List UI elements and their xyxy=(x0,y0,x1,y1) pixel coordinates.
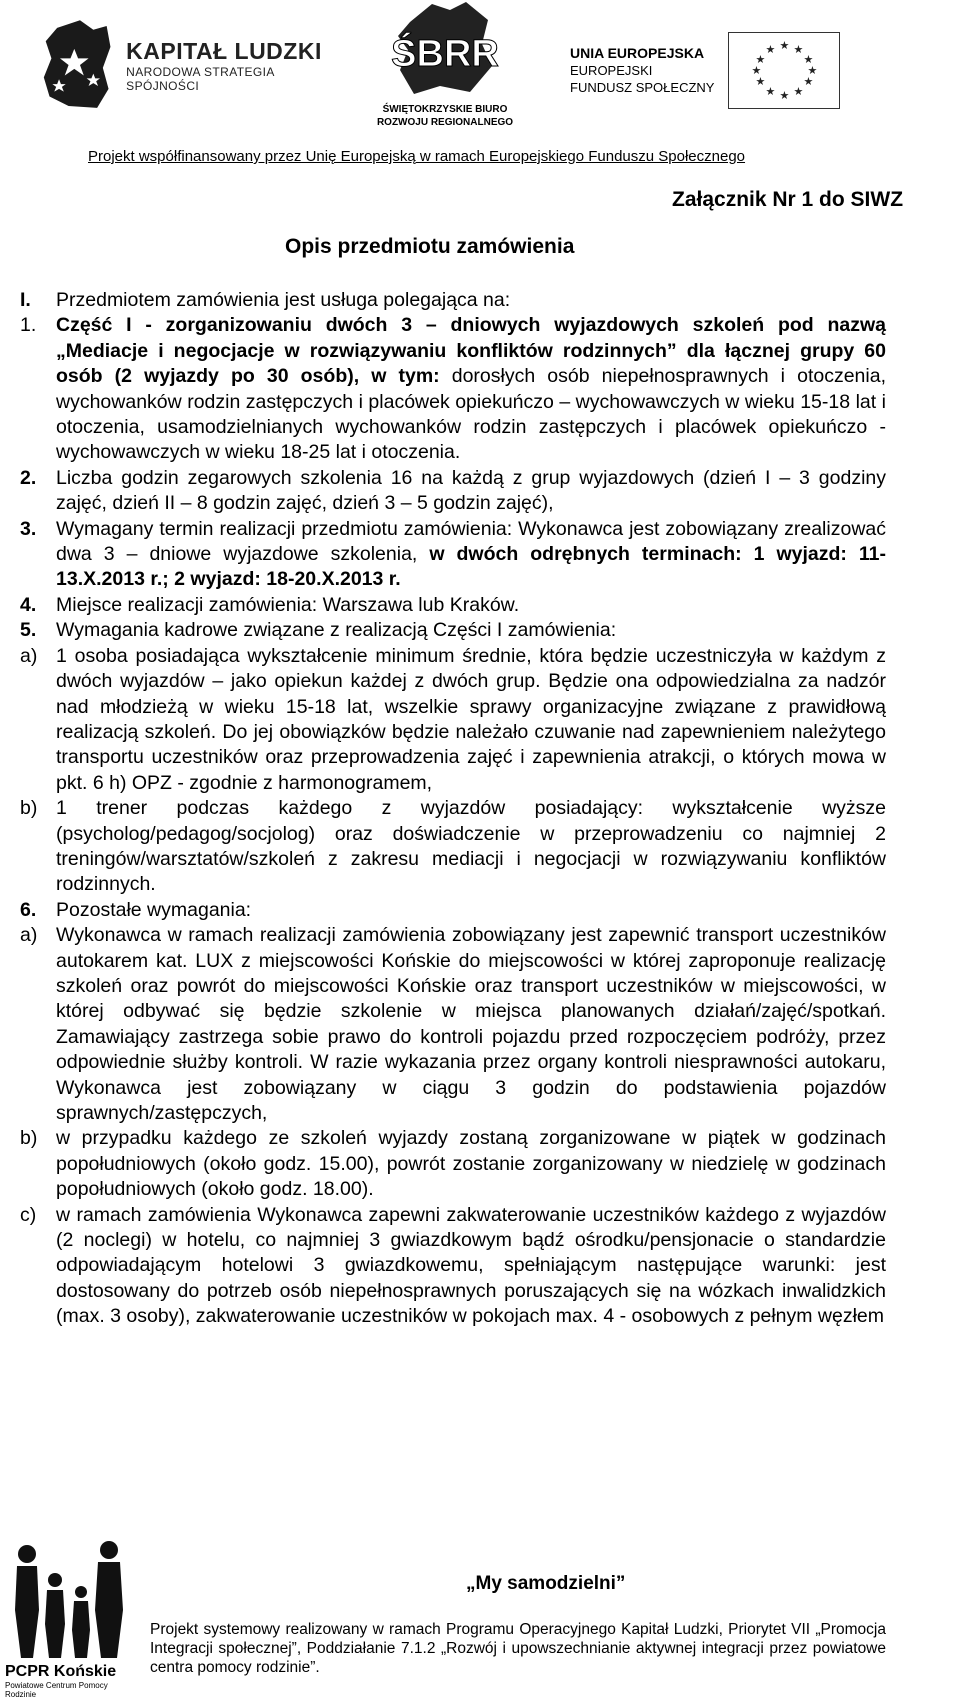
item-letter: b) xyxy=(20,1127,38,1150)
pcpr-label: PCPR Końskie xyxy=(5,1663,117,1680)
item2-text: Liczba godzin zegarowych szkolenia 16 na każdą z grup wyjazdowych (dzień I – 3 godziny zajęć, dzień II – 8 godzin zajęć, dzień 3 – 5 godzin zajęć), xyxy=(56,466,886,515)
section-text: Przedmiotem zamówienia jest usługa polegająca na: xyxy=(56,289,511,311)
item-number: 6. xyxy=(20,898,37,921)
attachment-label: Załącznik Nr 1 do SIWZ xyxy=(672,188,904,211)
item-letter: c) xyxy=(20,1203,37,1226)
item-number: 5. xyxy=(20,619,37,642)
item6-text: Pozostałe wymagania: xyxy=(56,898,252,921)
list-item-1 xyxy=(20,313,886,465)
ue-line1: UNIA EUROPEJSKA xyxy=(570,45,705,61)
list-item-6a xyxy=(20,923,886,1126)
list-item-5a xyxy=(20,644,886,796)
ue-line3: FUNDUSZ SPOŁECZNY xyxy=(570,80,715,95)
section-number: I. xyxy=(20,289,31,311)
list-item-6 xyxy=(20,898,886,923)
footer-project-text: Projekt systemowy realizowany w ramach Programu Operacyjnego Kapitał Ludzki, Priorytet VII „Promocja Integracji społecznej”, Poddziałanie 7.1.2 „Rozwój i upowszechnianie aktywnej integracji przez powiatowe centra pomocy rodzinie”. xyxy=(150,1621,886,1676)
kapital-ludzki-logo xyxy=(40,18,340,113)
sbrr-mark: ŚBRR xyxy=(391,33,499,75)
list-item-3 xyxy=(20,517,886,593)
item6b-text: w przypadku każdego ze szkoleń wyjazdy zostaną zorganizowane w piątek w godzinach popołudniowych (około godz. 15.00), powrót zostanie zorganizowany w niedzielę w godzinach popołudniowych (około godz. 18.00). xyxy=(56,1127,886,1201)
sbrr-logo xyxy=(370,0,520,128)
page-title: Opis przedmiotu zamówienia xyxy=(285,235,575,258)
family-silhouette-icon xyxy=(5,1540,135,1658)
item-number: 2. xyxy=(20,466,37,489)
list-item-5 xyxy=(20,618,886,643)
project-cofinancing-line: Projekt współfinansowany przez Unię Europejską w ramach Europejskiego Funduszu Społecznego xyxy=(88,148,746,165)
item-letter: a) xyxy=(20,644,38,667)
item-number: 1. xyxy=(20,314,37,337)
item5a-text: 1 osoba posiadająca wykształcenie minimum średnie, która będzie uczestniczyła w każdym z dwóch wyjazdów – jako opiekun każdej z dwóch grup. Będzie ona odpowiedzialna za nadzór nad młodzieżą w wieku 15-18 lat, wszelkie sprawy organizacyjne związane z prawidłową realizacją szkoleń. Do jej obowiązków będzie należało czuwanie nad zapewnieniem należytego transportu uczestników oraz przeprowadzenia zajęć i zapewnienia atrakcji, o których mowa w pkt. 6 h) OPZ - zgodnie z harmonogramem, xyxy=(56,644,886,794)
sbrr-line1: ŚWIĘTOKRZYSKIE BIURO xyxy=(382,104,508,115)
sbrr-map-icon xyxy=(370,0,520,98)
document-body xyxy=(20,288,886,1330)
ue-line2: EUROPEJSKI xyxy=(570,63,653,78)
list-item-6b xyxy=(20,1126,886,1202)
item6a-text: Wykonawca w ramach realizacji zamówienia zobowiązany jest zapewnić transport uczestników autokarem kat. LUX z miejscowości Końskie do miejscowości w której zaproponuje realizację szkoleń oraz powrót do miejscowości Końskie oraz transport uczestników w miejscowości, w której odbywać się będzie szkolenie w miejsca planowanych działań/zajęć/spotkań. Zamawiający zastrzega sobie prawo do kontroli pojazdu przed rozpoczęciem podróży, przez odpowiednie służby kontroli. W razie wykazania przez organy kontroli niesprawności autokaru, Wykonawca jest zobowiązany w ciągu 3 godzin do podstawienia pojazdów sprawnych/zastępczych, xyxy=(56,924,886,1124)
item1-bold: Część I - zorganizowaniu dwóch 3 – dniowych wyjazdowych szkoleń pod nazwą „Mediacje i negocjacje w rozwiązywaniu konfliktów rodzinnych” dla łącznej grupy 60 osób (2 wyjazdy po 30 osób), w tym: xyxy=(56,314,886,388)
item3-text: Wymagany termin realizacji przedmiotu zamówienia: Wykonawca jest zobowiązany zrealizować dwa 3 – dniowe wyjazdowe szkolenia, xyxy=(56,517,886,566)
kapital-ludzki-subtitle: NARODOWA STRATEGIA SPÓJNOŚCI xyxy=(126,65,275,93)
kapital-ludzki-title: KAPITAŁ LUDZKI xyxy=(126,38,322,64)
item1-text: dorosłych osób niepełnosprawnych i otoczenia, wychowanków rodzin zastępczych i placówek opiekuńczo – wychowawczych w wieku 15-18 lat i otoczenia, usamodzielnianych wychowanków rodzin zastępczych i placówek opiekuńczo - wychowawczych w wieku 18-25 lat i otoczenia. xyxy=(56,365,886,464)
item5b-text: 1 trener podczas każdego z wyjazdów posiadający: wykształcenie wyższe (psycholog/pedagog/socjolog) oraz doświadczenie w przeprowadzeniu co najmniej 2 treningów/warsztatów/szkoleń z zakresu mediacji i negocjacji w rozwiązywaniu konfliktów rodzinnych. xyxy=(56,797,886,896)
item-number: 3. xyxy=(20,517,37,540)
section-heading xyxy=(20,288,886,313)
item4-text: Miejsce realizacji zamówienia: Warszawa lub Kraków. xyxy=(56,593,520,616)
item-letter: b) xyxy=(20,797,38,820)
item-number: 4. xyxy=(20,593,37,616)
list-item-4 xyxy=(20,593,886,618)
item-letter: a) xyxy=(20,924,38,947)
eu-flag-icon: ★ ★ ★ ★ ★ ★ ★ ★ ★ ★ ★ ★ xyxy=(728,32,840,109)
item6c-text: w ramach zamówienia Wykonawca zapewni zakwaterowanie uczestników każdego z wyjazdów (2 noclegi) w hotelu, co najmniej 3 gwiazdkowym bądź ośrodku/pensjonacie o standardzie odpowiadającym hotelowi 3 gwiazdkowemu, spełniającym następujące warunki: jest dostosowany do potrzeb osób niepełnosprawnych poruszających się na wózkach inwalidzkich (max. 3 osoby), zakwaterowanie uczestników w pokojach max. 4 - osobowych z pełnym węzłem xyxy=(56,1203,886,1328)
pcpr-logo xyxy=(5,1540,135,1699)
pcpr-subtitle: Powiatowe Centrum Pomocy Rodzinie xyxy=(5,1681,108,1699)
list-item-5b xyxy=(20,796,886,898)
sbrr-line2: ROZWOJU REGIONALNEGO xyxy=(376,117,514,128)
list-item-2 xyxy=(20,466,886,517)
item5-text: Wymagania kadrowe związane z realizacją Części I zamówienia: xyxy=(56,619,617,642)
ue-logo xyxy=(570,30,900,110)
kapital-ludzki-emblem-icon xyxy=(40,18,116,113)
item3-bold: w dwóch odrębnych terminach: 1 wyjazd: 11-13.X.2013 r.; 2 wyjazd: 18-20.X.2013 r. xyxy=(56,543,886,591)
footer-motto: „My samodzielni” xyxy=(466,1573,626,1594)
list-item-6c xyxy=(20,1203,886,1330)
